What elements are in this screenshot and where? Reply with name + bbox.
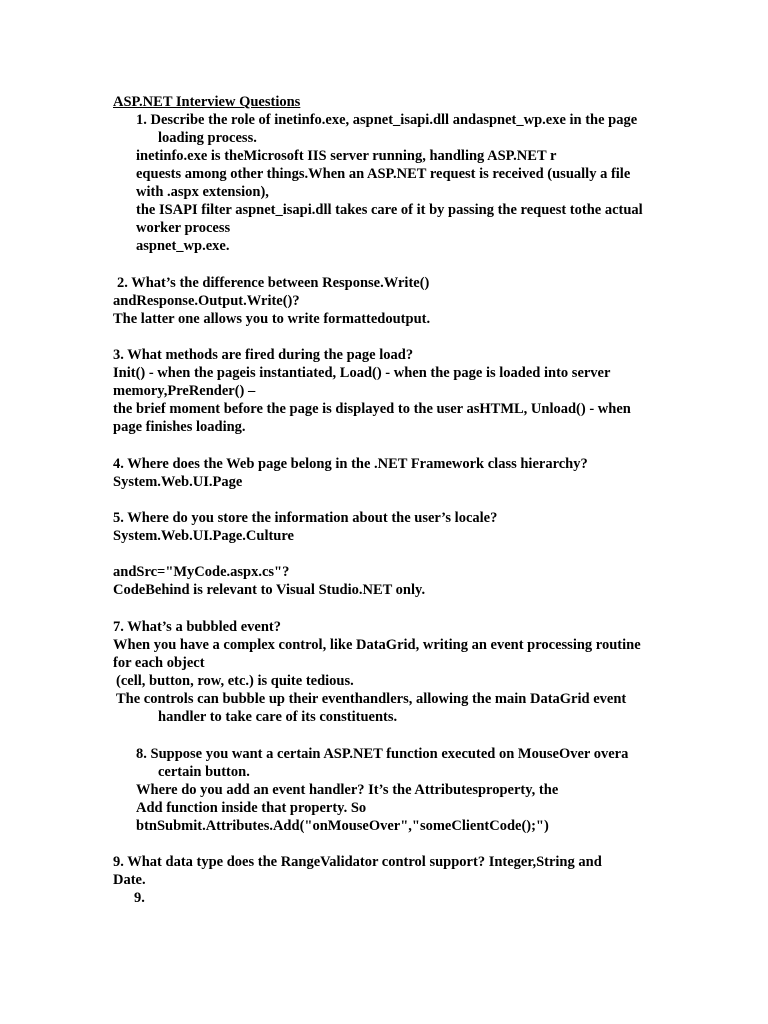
q5-line-1: 5. Where do you store the information about the user’s locale? (113, 510, 498, 526)
q5-line-2: System.Web.UI.Page.Culture (113, 528, 294, 544)
q7-line-3: for each object (113, 655, 205, 671)
q9b-number: 9. (134, 890, 145, 906)
q3-line-3: memory,PreRender() – (113, 383, 256, 399)
q2-line-1: 2. What’s the difference between Response.Write() (117, 275, 430, 291)
q3-line-1: 3. What methods are fired during the page load? (113, 347, 414, 363)
q1-line-1: 1. Describe the role of inetinfo.exe, aspnet_isapi.dll andaspnet_wp.exe in the page (136, 112, 638, 128)
q7-line-5: The controls can bubble up their eventhandlers, allowing the main DataGrid event (116, 691, 627, 707)
q7-line-1: 7. What’s a bubbled event? (113, 619, 281, 635)
q8-line-4: Add function inside that property. So (136, 800, 367, 816)
q9-line-1: 9. What data type does the RangeValidator control support? Integer,String and (113, 854, 602, 870)
q7-line-2: When you have a complex control, like DataGrid, writing an event processing routine (113, 637, 641, 653)
q8-line-2: certain button. (158, 764, 250, 780)
q1-line-7: worker process (136, 220, 231, 236)
q3-line-5: page finishes loading. (113, 419, 246, 435)
q7-line-4: (cell, button, row, etc.) is quite tedious. (116, 673, 354, 689)
q3-line-2: Init() - when the pageis instantiated, Load() - when the page is loaded into server (113, 365, 611, 381)
q4-line-1: 4. Where does the Web page belong in the .NET Framework class hierarchy? (113, 456, 588, 472)
q1-line-5: with .aspx extension), (136, 184, 269, 200)
q7-line-6: handler to take care of its constituents. (158, 709, 398, 725)
q2-line-2: andResponse.Output.Write()? (113, 293, 300, 309)
q1-line-4: equests among other things.When an ASP.NET request is received (usually a file (136, 166, 631, 182)
q9-line-2: Date. (113, 872, 146, 888)
q8-line-5: btnSubmit.Attributes.Add("onMouseOver","someClientCode();") (136, 818, 549, 834)
document-title: ASP.NET Interview Questions (113, 94, 301, 110)
q1-line-8: aspnet_wp.exe. (136, 238, 230, 254)
q3-line-4: the brief moment before the page is displayed to the user asHTML, Unload() - when (113, 401, 631, 417)
q1-line-3: inetinfo.exe is theMicrosoft IIS server running, handling ASP.NET r (136, 148, 557, 164)
q4-line-2: System.Web.UI.Page (113, 474, 243, 490)
q6-line-1: andSrc="MyCode.aspx.cs"? (113, 564, 290, 580)
q2-line-3: The latter one allows you to write formattedoutput. (113, 311, 431, 327)
q1-line-2: loading process. (158, 130, 257, 146)
q8-line-1: 8. Suppose you want a certain ASP.NET function executed on MouseOver overa (136, 746, 629, 762)
q1-line-6: the ISAPI filter aspnet_isapi.dll takes care of it by passing the request tothe actual (136, 202, 643, 218)
q8-line-3: Where do you add an event handler? It’s the Attributesproperty, the (136, 782, 559, 798)
q6-line-2: CodeBehind is relevant to Visual Studio.NET only. (113, 582, 426, 598)
